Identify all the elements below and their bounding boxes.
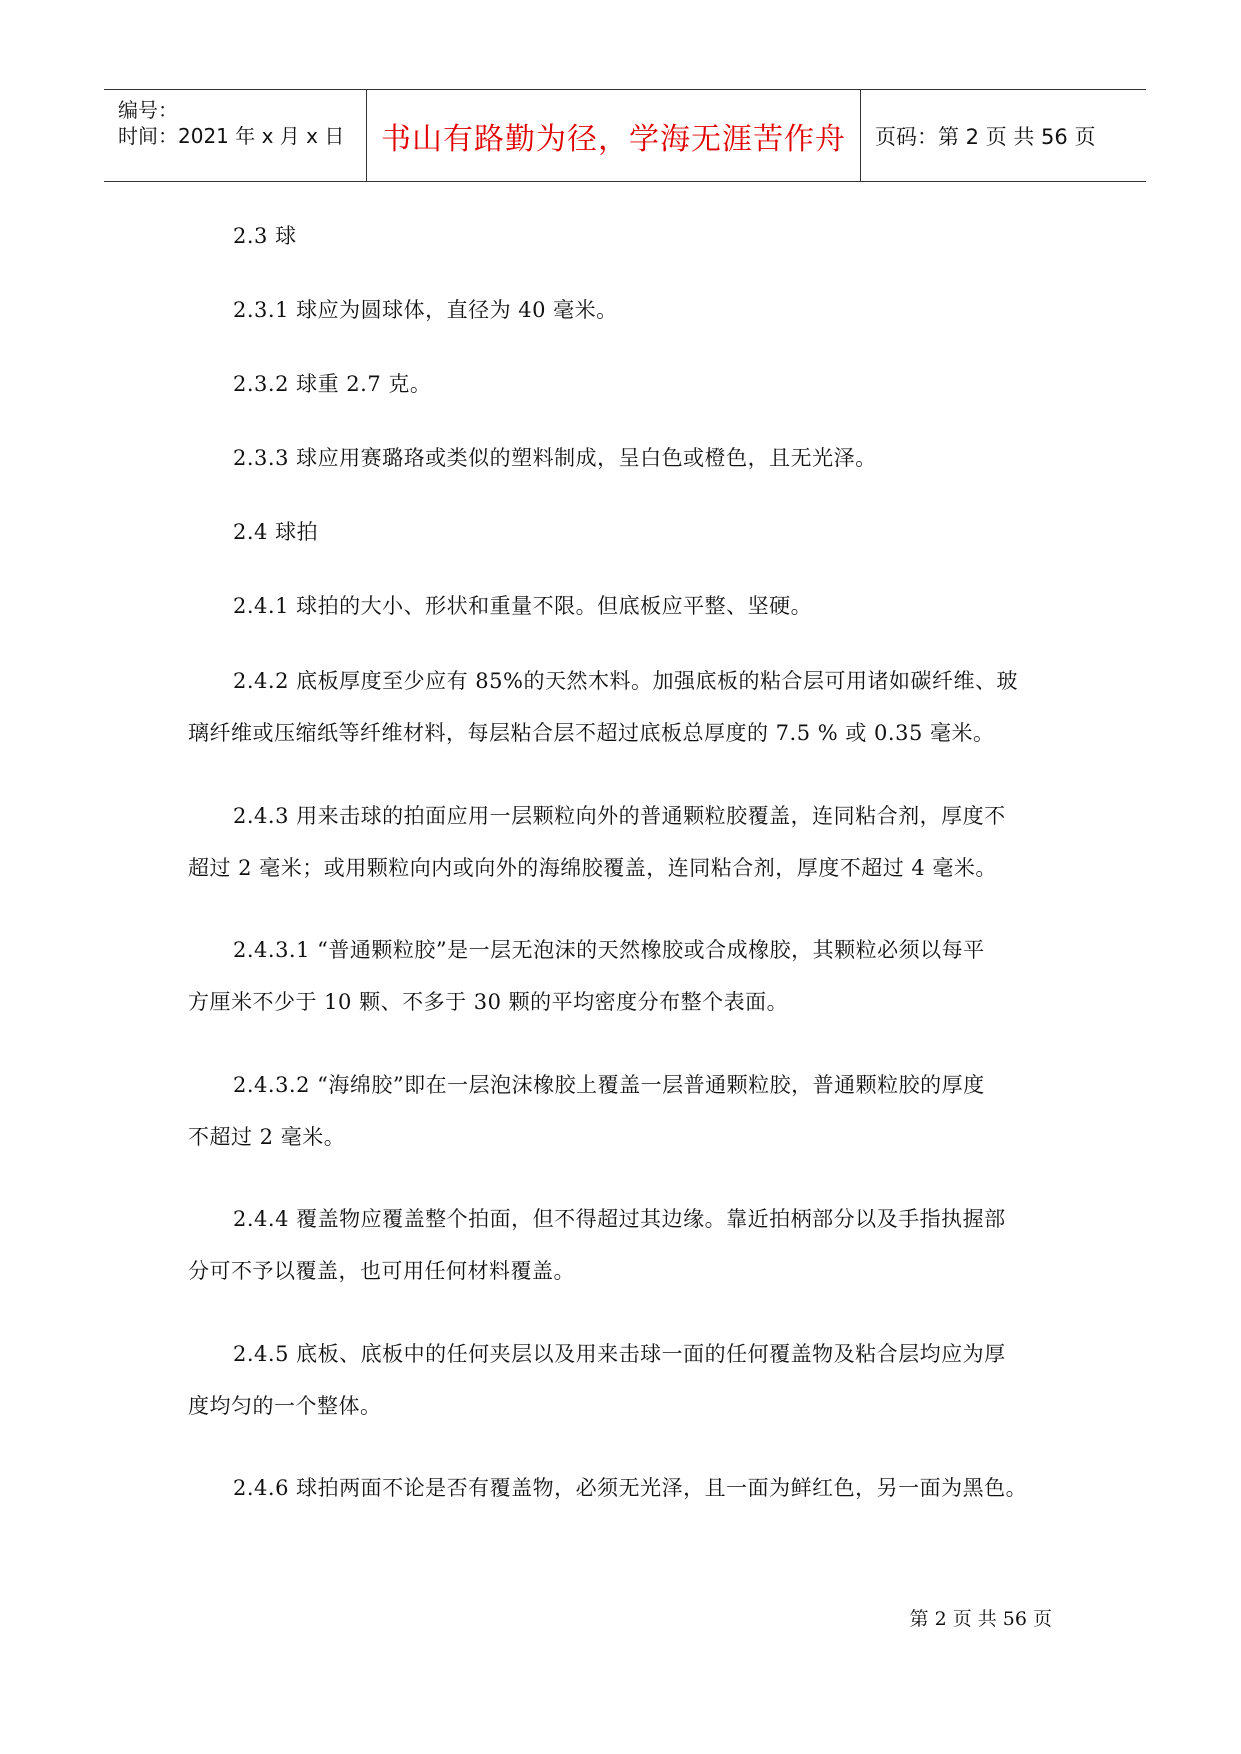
paragraph-line: 方厘米不少于 10 颗、不多于 30 颗的平均密度分布整个表面。 [188, 990, 789, 1014]
paragraph-line: 2.4.3.2 “海绵胶”即在一层泡沫橡胶上覆盖一层普通颗粒胶，普通颗粒胶的厚度 [233, 1073, 985, 1097]
paragraph-line: 2.4.4 覆盖物应覆盖整个拍面，但不得超过其边缘。靠近拍柄部分以及手指执握部 [233, 1207, 1006, 1231]
paragraph-2-4-1 [188, 580, 1058, 632]
document-time-label: 时间：2021 年 x 月 x 日 [118, 124, 345, 148]
paragraph-2-3 [188, 210, 1058, 262]
paragraph-line: 度均匀的一个整体。 [188, 1394, 382, 1418]
header-motto-cell [366, 90, 861, 181]
paragraph-line: 超过 2 毫米；或用颗粒向内或向外的海绵胶覆盖，连同粘合剂，厚度不超过 4 毫米。 [188, 856, 997, 880]
header-left-cell [104, 90, 366, 181]
paragraph-line: 2.4 球拍 [233, 520, 319, 544]
document-number-label: 编号： [118, 98, 178, 122]
paragraph-line: 分可不予以覆盖，也可用任何材料覆盖。 [188, 1259, 575, 1283]
paragraph-line: 不超过 2 毫米。 [188, 1125, 346, 1149]
footer-page-number: 第 2 页 共 56 页 [909, 1608, 1052, 1630]
paragraph-line: 2.4.6 球拍两面不论是否有覆盖物，必须无光泽，且一面为鲜红色，另一面为黑色。 [233, 1476, 1028, 1500]
paragraph-line: 2.4.3 用来击球的拍面应用一层颗粒向外的普通颗粒胶覆盖，连同粘合剂，厚度不 [233, 804, 1006, 828]
header-page-label: 页码：第 2 页 共 56 页 [875, 124, 1096, 149]
paragraph-2-4-2 [188, 655, 1058, 759]
paragraph-2-4-4 [188, 1193, 1058, 1297]
paragraph-line: 2.4.5 底板、底板中的任何夹层以及用来击球一面的任何覆盖物及粘合层均应为厚 [233, 1342, 1006, 1366]
paragraph-2-4-3 [188, 790, 1058, 894]
paragraph-line: 2.4.1 球拍的大小、形状和重量不限。但底板应平整、坚硬。 [233, 594, 813, 618]
paragraph-line: 2.4.3.1 “普通颗粒胶”是一层无泡沫的天然橡胶或合成橡胶，其颗粒必须以每平 [233, 938, 985, 962]
header-page-cell [861, 90, 1146, 181]
paragraph-2-4-6 [188, 1462, 1058, 1514]
paragraph-2-3-3 [188, 432, 1058, 484]
paragraph-line: 2.4.2 底板厚度至少应有 85%的天然木料。加强底板的粘合层可用诸如碳纤维、玻 [233, 669, 1018, 693]
paragraph-2-4-5 [188, 1328, 1058, 1432]
paragraph-2-3-2 [188, 358, 1058, 410]
paragraph-2-4-3-2 [188, 1059, 1058, 1163]
paragraph-2-3-1 [188, 284, 1058, 336]
paragraph-line: 2.3.3 球应用赛璐珞或类似的塑料制成，呈白色或橙色，且无光泽。 [233, 446, 877, 470]
paragraph-line: 2.3 球 [233, 224, 297, 248]
paragraph-2-4-3-1 [188, 924, 1058, 1028]
paragraph-line: 璃纤维或压缩纸等纤维材料，每层粘合层不超过底板总厚度的 7.5 % 或 0.35 毫米。 [188, 721, 995, 745]
page-footer [0, 1604, 1052, 1631]
page-header [104, 89, 1146, 182]
header-motto: 书山有路勤为径，学海无涯苦作舟 [381, 121, 846, 157]
paragraph-line: 2.3.1 球应为圆球体，直径为 40 毫米。 [233, 298, 618, 322]
paragraph-line: 2.3.2 球重 2.7 克。 [233, 372, 432, 396]
paragraph-2-4 [188, 506, 1058, 558]
